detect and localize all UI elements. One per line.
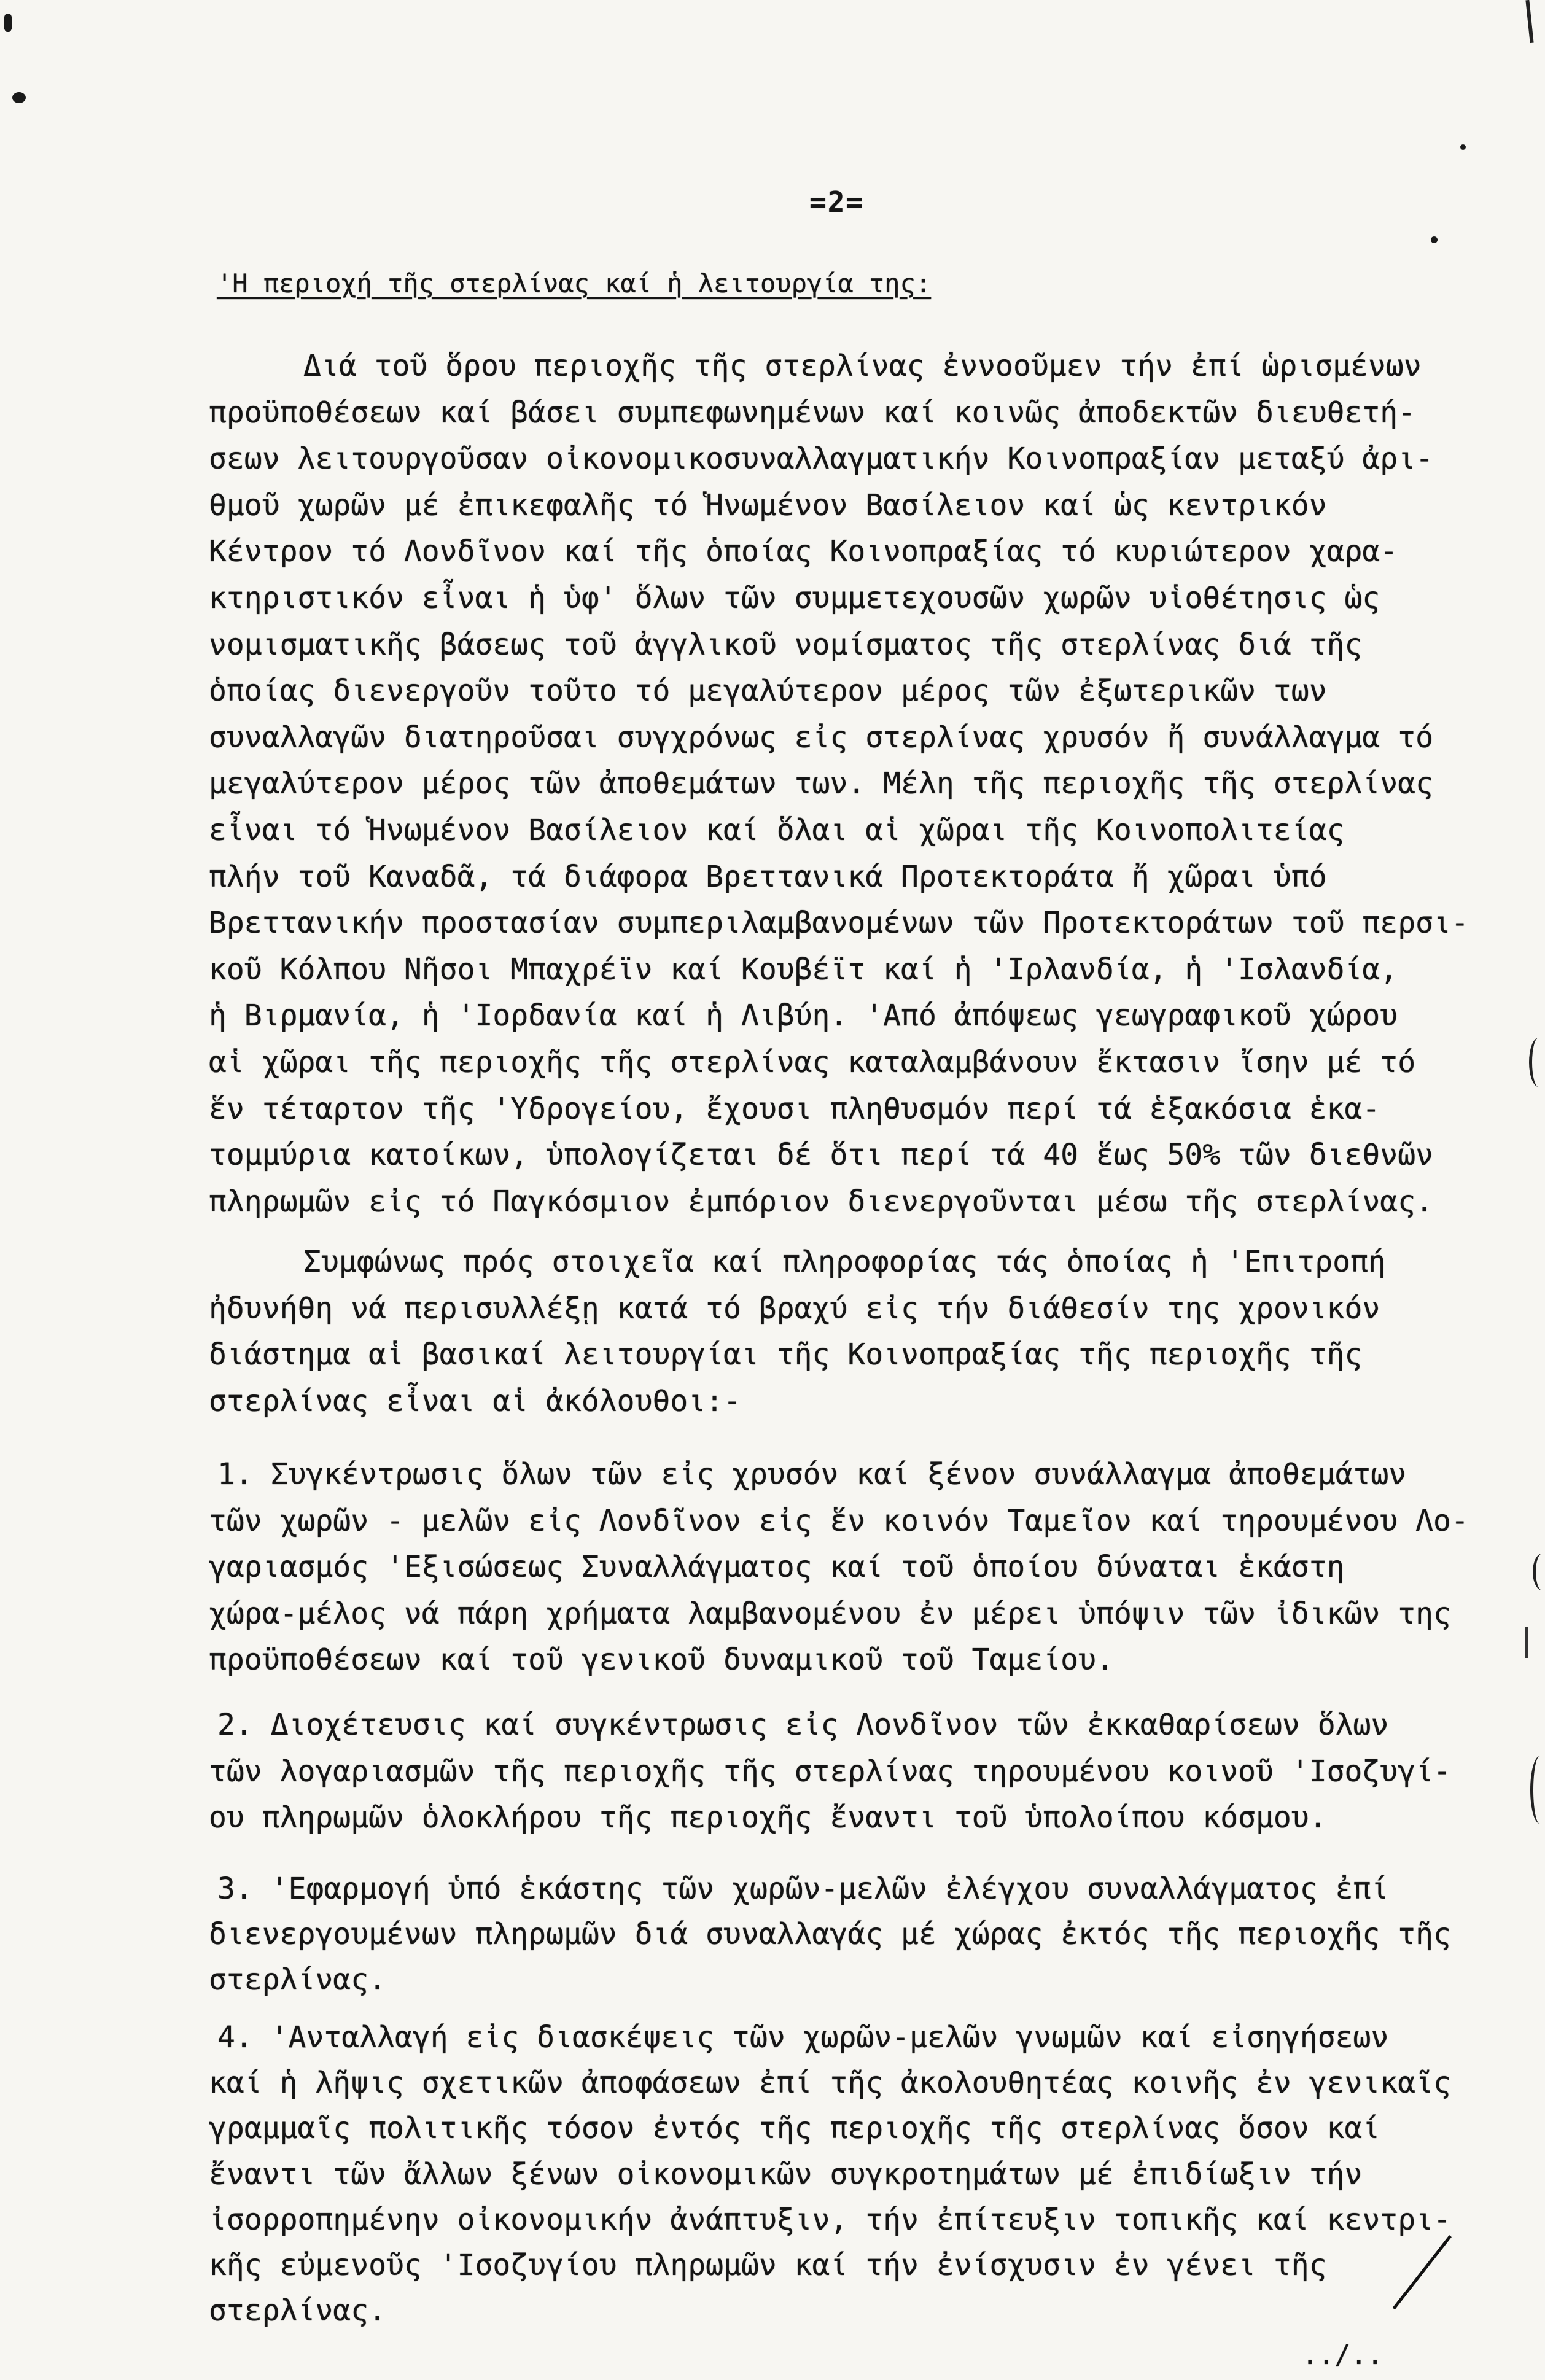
continuation-marker: ../.. bbox=[1302, 2339, 1383, 2371]
list-item-2 bbox=[209, 1702, 1451, 1841]
text-line: προϋποθέσεων καί βάσει συμπεφωνημένων καί κοινῶς ἀποδεκτῶν διευθετή- bbox=[209, 395, 1416, 430]
text-line: θμοῦ χωρῶν μέ ἐπικεφαλῆς τό Ἡνωμένον Βασίλειον καί ὡς κεντρικόν bbox=[209, 488, 1327, 523]
text-line: πληρωμῶν εἰς τό Παγκόσμιον ἐμπόριον διενεργοῦνται μέσω τῆς στερλίνας. bbox=[209, 1184, 1433, 1219]
scan-speck bbox=[12, 92, 26, 103]
text-line: τομμύρια κατοίκων, ὑπολογίζεται δέ ὅτι περί τά 40 ἕως 50% τῶν διεθνῶν bbox=[209, 1138, 1433, 1173]
text-line: στερλίνας. bbox=[209, 1962, 386, 1997]
text-line: κοῦ Κόλπου Νῆσοι Μπαχρέϊν καί Κουβέϊτ καί ἡ 'Ιρλανδία, ἡ 'Ισλανδία, bbox=[209, 952, 1398, 987]
text-line: ἡ Βιρμανία, ἡ 'Ιορδανία καί ἡ Λιβύη. 'Από ἀπόψεως γεωγραφικοῦ χώρου bbox=[209, 998, 1398, 1033]
margin-mark bbox=[1529, 1038, 1545, 1087]
margin-mark bbox=[1533, 1554, 1545, 1590]
text-line: διενεργουμένων πληρωμῶν διά συναλλαγάς μέ χώρας ἐκτός τῆς περιοχῆς τῆς bbox=[209, 1917, 1451, 1952]
text-line: 1. Συγκέντρωσις ὅλων τῶν εἰς χρυσόν καί ξένον συνάλλαγμα ἀποθεμάτων bbox=[217, 1457, 1407, 1491]
page-number: =2= bbox=[809, 185, 865, 219]
text-line: συναλλαγῶν διατηροῦσαι συγχρόνως εἰς στερλίνας χρυσόν ἤ συνάλλαγμα τό bbox=[209, 720, 1433, 755]
scan-speck bbox=[1460, 144, 1466, 150]
text-line: πλήν τοῦ Καναδᾶ, τά διάφορα Βρεττανικά Προτεκτοράτα ἤ χῶραι ὑπό bbox=[209, 859, 1327, 894]
text-line: προϋποθέσεων καί τοῦ γενικοῦ δυναμικοῦ τοῦ Ταμείου. bbox=[209, 1643, 1114, 1678]
text-line: αἱ χῶραι τῆς περιοχῆς τῆς στερλίνας καταλαμβάνουν ἔκτασιν ἴσην μέ τό bbox=[209, 1044, 1416, 1079]
paragraph-functions-intro bbox=[209, 1239, 1386, 1425]
text-line: κτηριστικόν εἶναι ἡ ὑφ' ὅλων τῶν συμμετεχουσῶν χωρῶν υἱοθέτησις ὡς bbox=[209, 580, 1380, 615]
scan-edge-mark bbox=[1525, 0, 1533, 43]
text-line: τῶν λογαριασμῶν τῆς περιοχῆς τῆς στερλίνας τηρουμένου κοινοῦ 'Ισοζυγί- bbox=[209, 1754, 1451, 1789]
text-line: ἠδυνήθη νά περισυλλέξῃ κατά τό βραχύ εἰς τήν διάθεσίν της χρονικόν bbox=[209, 1291, 1380, 1326]
text-line: γραμμαῖς πολιτικῆς τόσον ἐντός τῆς περιοχῆς τῆς στερλίνας ὅσον καί bbox=[209, 2111, 1380, 2146]
text-line: 2. Διοχέτευσις καί συγκέντρωσις εἰς Λονδῖνον τῶν ἐκκαθαρίσεων ὅλων bbox=[217, 1708, 1389, 1742]
text-line: 4. 'Ανταλλαγή εἰς διασκέψεις τῶν χωρῶν-μελῶν γνωμῶν καί εἰσηγήσεων bbox=[217, 2020, 1389, 2055]
text-line: εἶναι τό Ἡνωμένον Βασίλειον καί ὅλαι αἱ χῶραι τῆς Κοινοπολιτείας bbox=[209, 812, 1345, 847]
section-heading: 'Η περιοχή τῆς στερλίνας καί ἡ λειτουργία της: bbox=[217, 268, 932, 298]
text-line: ου πληρωμῶν ὁλοκλήρου τῆς περιοχῆς ἔναντι τοῦ ὑπολοίπου κόσμου. bbox=[209, 1800, 1327, 1835]
text-line: Βρεττανικήν προστασίαν συμπεριλαμβανομένων τῶν Προτεκτοράτων τοῦ περσι- bbox=[209, 906, 1469, 941]
text-line: ὁποίας διενεργοῦν τοῦτο τό μεγαλύτερον μέρος τῶν ἐξωτερικῶν των bbox=[209, 674, 1327, 709]
text-line: τῶν χωρῶν - μελῶν εἰς Λονδῖνον εἰς ἕν κοινόν Ταμεῖον καί τηρουμένου Λο- bbox=[209, 1503, 1469, 1538]
text-line: ἔναντι τῶν ἄλλων ξένων οἰκονομικῶν συγκροτημάτων μέ ἐπιδίωξιν τήν bbox=[209, 2156, 1363, 2191]
text-line: νομισματικῆς βάσεως τοῦ ἀγγλικοῦ νομίσματος τῆς στερλίνας διά τῆς bbox=[209, 627, 1363, 662]
list-item-3 bbox=[209, 1866, 1451, 2003]
text-line: σεων λειτουργοῦσαν οἰκονομικοσυναλλαγματικήν Κοινοπραξίαν μεταξύ ἀρι- bbox=[209, 441, 1433, 476]
paragraph-definition bbox=[209, 343, 1469, 1225]
text-line: ἰσορροπημένην οἰκονομικήν ἀνάπτυξιν, τήν ἐπίτευξιν τοπικῆς καί κεντρι- bbox=[209, 2202, 1451, 2237]
text-line: καί ἡ λῆψις σχετικῶν ἀποφάσεων ἐπί τῆς ἀκολουθητέας κοινῆς ἐν γενικαῖς bbox=[209, 2066, 1451, 2101]
scan-speck bbox=[4, 14, 12, 32]
text-line: μεγαλύτερον μέρος τῶν ἀποθεμάτων των. Μέλη τῆς περιοχῆς τῆς στερλίνας bbox=[209, 766, 1433, 801]
text-line: Διά τοῦ ὅρου περιοχῆς τῆς στερλίνας ἐννοοῦμεν τήν ἐπί ὡρισμένων bbox=[303, 349, 1422, 383]
margin-mark bbox=[1530, 1756, 1545, 1824]
text-line: στερλίνας εἶναι αἱ ἀκόλουθοι:- bbox=[209, 1383, 741, 1418]
text-line: διάστημα αἱ βασικαί λειτουργίαι τῆς Κοινοπραξίας τῆς περιοχῆς τῆς bbox=[209, 1337, 1363, 1372]
text-line: χώρα-μέλος νά πάρη χρήματα λαμβανομένου ἐν μέρει ὑπόψιν τῶν ἰδικῶν της bbox=[209, 1596, 1451, 1631]
scan-speck bbox=[1431, 236, 1438, 243]
text-line: ἕν τέταρτον τῆς 'Υδρογείου, ἔχουσι πληθυσμόν περί τά ἑξακόσια ἑκα- bbox=[209, 1091, 1380, 1126]
text-line: κῆς εὐμενοῦς 'Ισοζυγίου πληρωμῶν καί τήν ἐνίσχυσιν ἐν γένει τῆς bbox=[209, 2247, 1327, 2282]
text-line: γαριασμός 'Εξισώσεως Συναλλάγματος καί τοῦ ὁποίου δύναται ἑκάστη bbox=[209, 1550, 1345, 1585]
margin-mark bbox=[1525, 1627, 1528, 1658]
list-item-1 bbox=[209, 1452, 1469, 1684]
text-line: Κέντρον τό Λονδῖνον καί τῆς ὁποίας Κοινοπραξίας τό κυριώτερον χαρα- bbox=[209, 534, 1398, 569]
text-line: 3. 'Εφαρμογή ὑπό ἑκάστης τῶν χωρῶν-μελῶν ἐλέγχου συναλλάγματος ἐπί bbox=[217, 1872, 1389, 1906]
text-line: Συμφώνως πρός στοιχεῖα καί πληροφορίας τάς ὁποίας ἡ 'Επιτροπή bbox=[303, 1245, 1386, 1279]
list-item-4 bbox=[209, 2015, 1451, 2333]
text-line: στερλίνας. bbox=[209, 2293, 386, 2328]
